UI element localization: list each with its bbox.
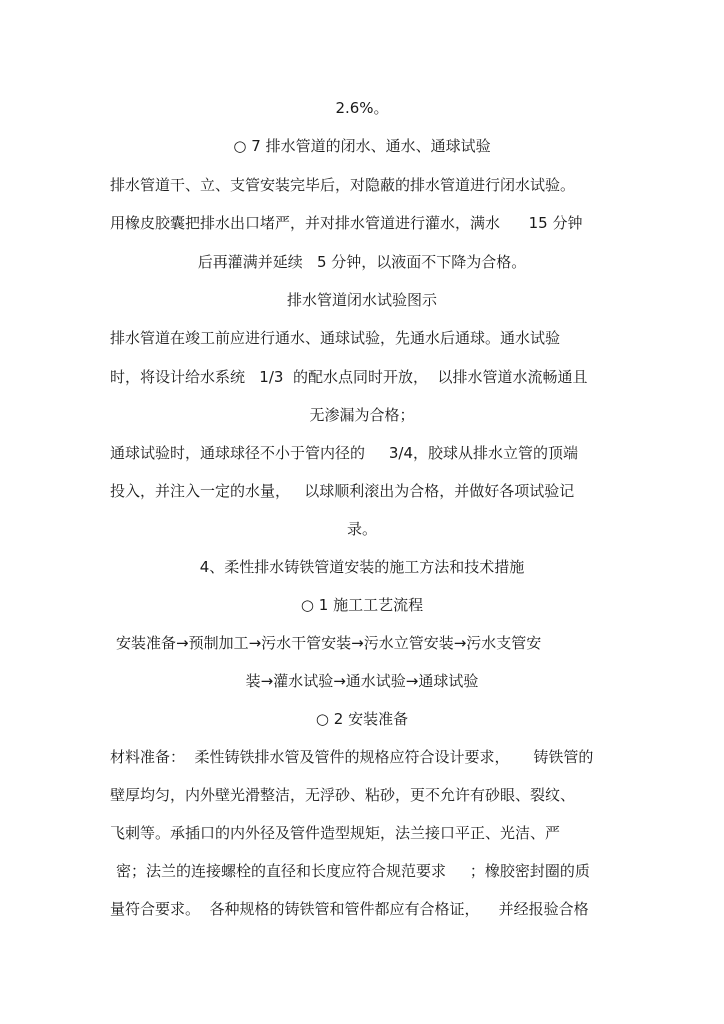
process-flow-line: 安装准备→预制加工→污水干管安装→污水立管安装→污水支管安 bbox=[116, 634, 542, 652]
text-line: 无渗漏为合格； bbox=[309, 406, 415, 424]
text-line: 排水管道干、立、支管安装完毕后，对隐蔽的排水管道进行闭水试验。 bbox=[110, 176, 576, 194]
text-line: 用橡皮胶囊把排水出口堵严，并对排水管道进行灌水，满水 15 分钟 bbox=[110, 214, 583, 232]
text-line: 录。 bbox=[346, 520, 377, 538]
subsection-heading-2: ○ 2 安装准备 bbox=[315, 710, 409, 728]
text-line: 量符合要求。 各种规格的铸铁管和管件都应有合格证， 并经报验合格 bbox=[110, 900, 589, 918]
text-line: 通球试验时，通球球径不小于管内径的 3/4，胶球从排水立管的顶端 bbox=[110, 444, 578, 462]
text-line: 飞刺等。承插口的内外径及管件造型规矩，法兰接口平正、光洁、严 bbox=[110, 824, 561, 842]
process-flow-line: 装→灌水试验→通水试验→通球试验 bbox=[245, 672, 479, 690]
text-line: 壁厚均匀，内外壁光滑整洁，无浮砂、粘砂，更不允许有砂眼、裂纹、 bbox=[110, 786, 576, 804]
section-heading-4: 4、柔性排水铸铁管道安装的施工方法和技术措施 bbox=[199, 558, 525, 576]
text-line: 排水管道在竣工前应进行通水、通球试验，先通水后通球。通水试验 bbox=[110, 329, 561, 347]
text-line: 时，将设计给水系统 1/3 的配水点同时开放， 以排水管道水流畅通且 bbox=[110, 368, 588, 386]
text-line: 投入，并注入一定的水量， 以球顺利滚出为合格，并做好各项试验记 bbox=[110, 482, 575, 500]
text-line: 密；法兰的连接螺栓的直径和长度应符合规范要求 ；橡胶密封圈的质 bbox=[116, 862, 590, 880]
text-line-percentage: 2.6%。 bbox=[335, 99, 389, 117]
subsection-heading-1: ○ 1 施工工艺流程 bbox=[300, 596, 424, 614]
section-heading-7: ○ 7 排水管道的闭水、通水、通球试验 bbox=[233, 137, 491, 155]
figure-caption: 排水管道闭水试验图示 bbox=[286, 291, 437, 309]
text-line: 材料准备： 柔性铸铁排水管及管件的规格应符合设计要求， 铸铁管的 bbox=[110, 748, 594, 766]
text-line: 后再灌满并延续 5 分钟，以液面不下降为合格。 bbox=[197, 253, 527, 271]
